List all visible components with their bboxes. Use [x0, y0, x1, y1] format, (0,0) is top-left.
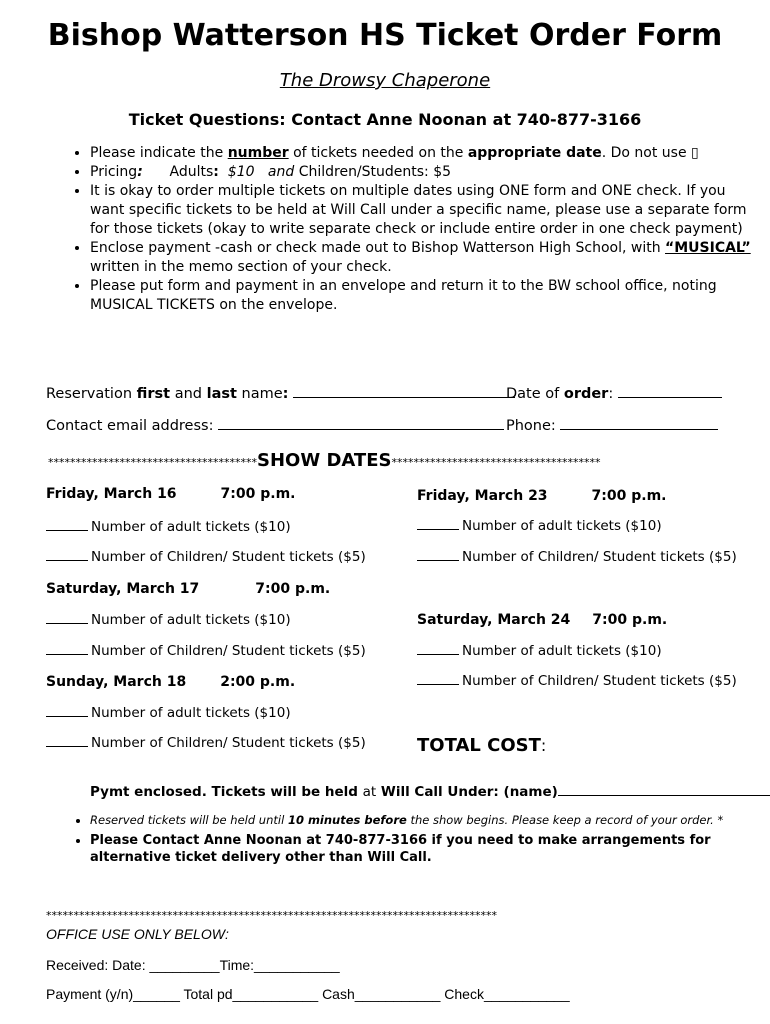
- show-day: Friday, March 23: [417, 488, 548, 504]
- pricing-label: Pricing: [90, 164, 138, 180]
- field-label-bold: order: [563, 386, 609, 402]
- adults-label: Adults: [169, 164, 214, 180]
- instruction-multiple-dates: • It is okay to order multiple tickets on multiple dates using ONE form and ONE check. If you want specific tickets to be held at Will Call under a specific name, please use a separate form for those tickets (okay to write separate check or include entire order in one check payment): [90, 182, 760, 239]
- field-label-bold: first: [136, 386, 171, 402]
- will-call-row: [90, 781, 770, 800]
- show-time: 7:00 p.m.: [255, 581, 331, 597]
- show-day: Saturday, March 24: [417, 612, 571, 628]
- note-text: the show begins. Please keep a record of your order. *: [406, 813, 724, 827]
- ticket-count-blank[interactable]: [417, 529, 459, 530]
- email-field[interactable]: [218, 415, 504, 430]
- child-ticket-line: [46, 549, 366, 565]
- office-use-heading: OFFICE USE ONLY BELOW:: [46, 926, 229, 942]
- instruction-emphasis: number: [227, 145, 289, 161]
- ticket-label: Number of adult tickets ($10): [462, 643, 662, 659]
- phone-row: [506, 415, 718, 434]
- field-label-bold: last: [206, 386, 237, 402]
- show-date-header: [417, 488, 667, 504]
- child-ticket-line: [417, 549, 737, 565]
- show-date-header: [46, 486, 296, 502]
- note-text: Reserved tickets will be held until: [90, 813, 288, 827]
- email-label: Contact email address:: [46, 418, 219, 434]
- adult-ticket-line: [46, 519, 291, 535]
- ticket-count-blank[interactable]: [46, 623, 88, 624]
- ticket-label: Number of Children/ Student tickets ($5): [91, 549, 366, 565]
- ticket-label: Number of Children/ Student tickets ($5): [462, 549, 737, 565]
- instruction-emphasis: appropriate date: [467, 145, 602, 161]
- date-of-order-field[interactable]: [618, 383, 722, 398]
- ticket-label: Number of adult tickets ($10): [462, 518, 662, 534]
- ticket-count-blank[interactable]: [46, 654, 88, 655]
- ticket-count-blank[interactable]: [46, 716, 88, 717]
- phone-label: Phone:: [506, 418, 561, 434]
- note-emphasis: 10 minutes before: [287, 813, 407, 827]
- email-row: [46, 415, 504, 434]
- instruction-text: of tickets needed on the: [288, 145, 468, 161]
- received-date: Received: Date: _________: [46, 957, 220, 973]
- and-word: and: [267, 164, 295, 180]
- show-dates-banner: [48, 450, 600, 471]
- date-of-order-row: Date of order:: [506, 383, 722, 402]
- child-ticket-line: [46, 735, 366, 751]
- instruction-pricing: • Pricing: Adults: $10 and Children/Students: $5: [90, 163, 760, 182]
- ticket-count-blank[interactable]: [46, 560, 88, 561]
- pricing-colon: :: [137, 164, 143, 180]
- instruction-text: Enclose payment -cash or check made out to Bishop Watterson High School, with: [90, 240, 666, 256]
- ticket-count-blank[interactable]: [46, 530, 88, 531]
- children-price: Children/Students: $5: [298, 164, 452, 180]
- phone-field[interactable]: [560, 415, 718, 430]
- ticket-label: Number of Children/ Student tickets ($5): [91, 735, 366, 751]
- total-cost: [417, 735, 546, 756]
- received-row: [46, 957, 340, 973]
- ticket-count-blank[interactable]: [417, 560, 459, 561]
- note-contact: • Please Contact Anne Noonan at 740-877-3166 if you need to make arrangements for alternative ticket delivery other than Will Call.: [90, 832, 730, 866]
- ticket-label: Number of Children/ Student tickets ($5): [462, 673, 737, 689]
- instruction-return-form: • Please put form and payment in an envelope and return it to the BW school office, noting MUSICAL TICKETS on the envelope.: [90, 277, 760, 315]
- adult-ticket-line: [46, 705, 291, 721]
- total-cost-colon: :: [540, 736, 547, 755]
- field-label: name: [236, 386, 283, 402]
- ticket-label: Number of adult tickets ($10): [91, 519, 291, 535]
- show-name: The Drowsy Chaperone: [279, 70, 491, 91]
- ticket-label: Number of adult tickets ($10): [91, 612, 291, 628]
- adult-ticket-line: [46, 612, 291, 628]
- show-time: 7:00 p.m.: [591, 488, 667, 504]
- show-day: Saturday, March 17: [46, 581, 200, 597]
- adult-ticket-line: [417, 643, 662, 659]
- show-date-header: [46, 581, 330, 597]
- received-time: Time:___________: [219, 957, 340, 973]
- payment-row: Payment (y/n)______ Total pd___________ Cash___________ Check___________: [46, 986, 570, 1002]
- child-ticket-line: [417, 673, 737, 689]
- show-day: Sunday, March 18: [46, 674, 187, 690]
- notes-list: [66, 812, 730, 870]
- field-label: and: [170, 386, 207, 402]
- star-divider: **************************************: [48, 456, 257, 469]
- child-ticket-line: [46, 643, 366, 659]
- reservation-name-field[interactable]: [293, 383, 515, 398]
- musical-emphasis: “MUSICAL”: [665, 240, 751, 256]
- adult-price: $10: [227, 164, 255, 180]
- total-cost-label: TOTAL COST: [417, 735, 541, 756]
- instruction-text: Please indicate the: [90, 145, 228, 161]
- show-time: 7:00 p.m.: [220, 486, 296, 502]
- instructions-list: [66, 144, 760, 315]
- field-label: Date of: [506, 386, 564, 402]
- reservation-name-row: Reservation first and last name:: [46, 383, 515, 402]
- note-hold-time: [90, 812, 730, 828]
- show-day: Friday, March 16: [46, 486, 177, 502]
- ticket-count-blank[interactable]: [417, 654, 459, 655]
- instruction-enclose-payment: [90, 239, 760, 277]
- adult-ticket-line: [417, 518, 662, 534]
- show-time: 2:00 p.m.: [220, 674, 296, 690]
- show-dates-heading: SHOW DATES: [257, 450, 392, 471]
- show-date-header: [46, 674, 295, 690]
- will-call-label: Pymt enclosed. Tickets will be held: [90, 784, 363, 800]
- ticket-count-blank[interactable]: [46, 746, 88, 747]
- ticket-label: Number of adult tickets ($10): [91, 705, 291, 721]
- will-call-at: at: [362, 784, 377, 800]
- show-time: 7:00 p.m.: [592, 612, 668, 628]
- ticket-label: Number of Children/ Student tickets ($5): [91, 643, 366, 659]
- ticket-questions-contact: Ticket Questions: Contact Anne Noonan at 740-877-3166: [128, 110, 642, 129]
- field-label: Reservation: [46, 386, 137, 402]
- will-call-name-field[interactable]: [558, 781, 770, 796]
- will-call-label: Will Call Under: (name): [376, 784, 558, 800]
- page-title: Bishop Watterson HS Ticket Order Form: [47, 18, 723, 53]
- ticket-count-blank[interactable]: [417, 684, 459, 685]
- star-divider: **************************************: [391, 456, 601, 469]
- instruction-text: written in the memo section of your check.: [90, 259, 392, 275]
- show-date-header: [417, 612, 667, 628]
- instruction-text: . Do not use ▯: [601, 145, 699, 161]
- office-star-divider: **********************************************************************************: [46, 909, 497, 922]
- instruction-number-of-tickets: [90, 144, 760, 163]
